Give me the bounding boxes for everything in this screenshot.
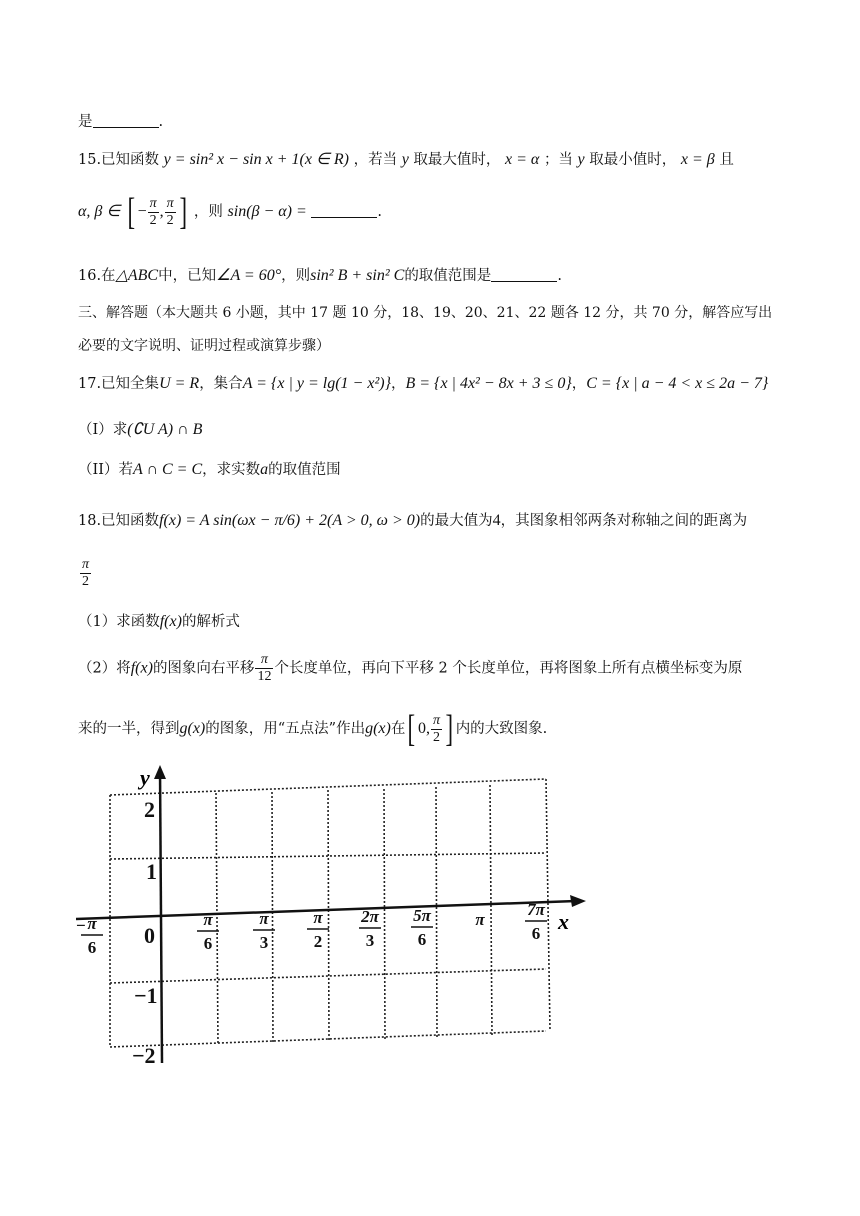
x-tick-denominator: 6 xyxy=(87,938,97,957)
q18-line xyxy=(78,511,747,531)
sin-beta-minus-alpha: sin(β − α) = xyxy=(227,203,307,220)
q18-text-b: 的最大值为 xyxy=(420,513,493,529)
q17-part2-label: （II）若 xyxy=(78,462,133,478)
x-tick-denominator: 3 xyxy=(259,933,269,952)
x-tick-numerator: 2π xyxy=(361,907,379,926)
q18-part3-b: 的图象，用“五点法”作出 xyxy=(205,721,366,737)
q18-part3-a: 来的一半，得到 xyxy=(78,721,180,737)
x-axis xyxy=(76,901,576,919)
frac-pi-12: $\frac{\pi}{12}$ xyxy=(257,652,272,684)
q15-function: y = sin² x − sin x + 1(x ∈ R) xyxy=(163,151,349,168)
x-tick-numerator: π xyxy=(87,914,97,933)
value-four: 4 xyxy=(492,512,501,529)
x-tick-2 xyxy=(253,909,275,952)
q16-text-b: 中，已知 xyxy=(158,268,217,284)
coordinate-grid xyxy=(76,765,586,1070)
q16-text-c: ，则 xyxy=(281,268,311,284)
answer-blank xyxy=(311,203,377,218)
x-tick-4 xyxy=(359,907,381,950)
q17-text-2c: 的取值范围 xyxy=(268,462,341,478)
x-tick-denominator: 6 xyxy=(203,934,213,953)
q18-part2-cont xyxy=(78,710,547,748)
answer-blank xyxy=(491,267,557,282)
q15-text-g: ，则 xyxy=(193,204,223,220)
f-definition: f(x) = A sin(ωx − π/6) + 2(A > 0, ω > 0) xyxy=(159,512,421,529)
q15-text-c: 取最大值时， xyxy=(413,152,501,168)
q18-label: 18.已知函数 xyxy=(78,513,160,529)
var-y-2: y xyxy=(577,151,585,168)
var-y: y xyxy=(401,151,409,168)
x-tick-numerator: π xyxy=(313,908,323,927)
x-tick-denominator: 2 xyxy=(313,932,323,951)
x-tick-denominator: 6 xyxy=(531,924,541,943)
f-of-x-2: f(x) xyxy=(130,659,153,677)
q18-part2-c: 个长度单位，再向下平移 2 个长度单位，再将图象上所有点横坐标变为原 xyxy=(274,660,743,677)
set-b: B = {x | 4x² − 8x + 3 ≤ 0} xyxy=(405,375,572,392)
q17-text-b: ，集合 xyxy=(199,376,243,392)
x-tick-7 xyxy=(525,900,547,943)
set-u: U = R xyxy=(159,375,200,392)
x-axis-arrow xyxy=(570,895,586,907)
section3-heading xyxy=(78,303,772,323)
answer-blank xyxy=(93,113,159,128)
q17-line: 17.已知全集U = R，集合A = {x | y = lg(1 − x²)}，B = {x | 4x² − 8x + 3 ≤ 0}，C = {x | a − 4 < x ≤ 2a − 7} xyxy=(78,375,769,392)
q18-part3-d: 内的大致图象. xyxy=(455,721,548,737)
q15-label: 15.已知函数 xyxy=(78,152,160,168)
q16-text-d: 的取值范围是 xyxy=(404,268,492,284)
y-axis-label: y xyxy=(140,765,150,790)
y-tick-neg1: −1 xyxy=(134,983,158,1008)
q18-part1-label: （1）求函数 xyxy=(78,614,160,630)
x-tick-numerator: π xyxy=(203,910,213,929)
y-axis-arrow xyxy=(154,765,166,779)
g-of-x-2: g(x) xyxy=(365,720,391,737)
q18-part2-b: 的图象向右平移 xyxy=(152,660,255,677)
q18-part3-c: 在 xyxy=(390,721,406,737)
y-tick-1: 1 xyxy=(146,859,157,884)
x-tick-numerator: π xyxy=(475,910,485,929)
set-c: C = {x | a − 4 < x ≤ 2a − 7} xyxy=(586,375,769,392)
q15-text-d: ；当 xyxy=(543,152,573,168)
frac-pi-over-2: $\frac{\pi}{2}$ xyxy=(82,557,90,589)
q15-text-f: 且 xyxy=(719,152,734,168)
q15-text-b: ，若当 xyxy=(353,152,398,168)
q18-part2-label: （2）将 xyxy=(78,660,131,677)
alpha-beta-in: α, β ∈ xyxy=(78,203,121,220)
y-tick-0: 0 xyxy=(144,923,155,948)
x-axis-label: x xyxy=(558,909,569,934)
x-tick-0 xyxy=(76,914,103,957)
q17-label: 17.已知全集 xyxy=(78,376,160,392)
intersect-expr: A ∩ C = C xyxy=(132,461,203,478)
frac-pi-2c: $\frac{\pi}{2}$ xyxy=(433,712,441,745)
q15-line2: α, β ∈ [ − $\frac{\pi}{2}$ , $\frac{\pi}{2}$ ] ，则 sin(β − α) = . xyxy=(78,191,383,233)
sin-sum: sin² B + sin² C xyxy=(310,267,405,284)
complement-expr: (∁U A) ∩ B xyxy=(127,421,203,438)
q17-text-2b: ，求实数 xyxy=(202,462,261,478)
section3-heading-2 xyxy=(78,336,330,356)
frac-pi-2b: $\frac{\pi}{2}$ xyxy=(166,195,174,228)
x-tick-numerator: 7π xyxy=(527,900,545,919)
y-tick-2: 2 xyxy=(144,797,155,822)
x-tick-denominator: 3 xyxy=(365,931,375,950)
x-alpha: x = α xyxy=(505,151,540,168)
q14-tail-text: 是 xyxy=(78,114,93,130)
x-tick-numerator: π xyxy=(259,909,269,928)
q17-part1-label: （I）求 xyxy=(78,422,128,438)
f-of-x: f(x) xyxy=(159,613,182,630)
q16-label: 16.在 xyxy=(78,268,116,284)
x-tick-6 xyxy=(475,910,485,929)
q17-part2 xyxy=(78,460,341,480)
angle-a: ∠A = 60° xyxy=(216,267,282,284)
x-tick-minus: − xyxy=(76,916,86,935)
q17-part1 xyxy=(78,420,202,440)
y-tick-neg2: −2 xyxy=(132,1043,156,1068)
g-of-x: g(x) xyxy=(179,720,206,737)
q15-line1 xyxy=(78,150,734,170)
x-tick-denominator: 6 xyxy=(417,930,427,949)
q15-text-e: 取最小值时， xyxy=(589,152,677,168)
bracket-left: [ xyxy=(127,191,136,233)
x-tick-numerator: 5π xyxy=(413,906,431,925)
var-a: a xyxy=(260,461,269,478)
x-beta: x = β xyxy=(680,151,715,168)
x-tick-3 xyxy=(307,908,329,951)
q14-tail: 是 . xyxy=(78,114,164,130)
x-tick-1 xyxy=(197,910,219,953)
q18-part1 xyxy=(78,612,240,632)
bracket-right: ] xyxy=(179,191,187,233)
q18-part2 xyxy=(78,652,742,685)
triangle-abc: △ABC xyxy=(115,267,159,284)
frac-pi-2a: $\frac{\pi}{2}$ xyxy=(149,195,157,228)
y-tick-labels xyxy=(132,797,158,1068)
section3-line2: 必要的文字说明、证明过程或演算步骤） xyxy=(78,338,330,354)
section3-line1: 三、解答题（本大题共 6 小题，其中 17 题 10 分，18、19、20、21、22 题各 12 分，共 70 分，解答应写出 xyxy=(78,305,773,321)
q18-distance xyxy=(79,557,92,590)
q16-line: 16.在△ABC中，已知∠A = 60°，则sin² B + sin² C的取值范围是 . xyxy=(78,267,562,284)
zero-comma: 0, xyxy=(418,720,431,737)
set-a: A = {x | y = lg(1 − x²)} xyxy=(242,375,391,392)
bracket-left-2: [ xyxy=(407,708,416,750)
bracket-right-2: ] xyxy=(445,708,454,750)
x-tick-5 xyxy=(411,906,433,949)
y-axis xyxy=(160,769,162,1063)
q18-text-c: ，其图象相邻两条对称轴之间的距离为 xyxy=(500,513,748,529)
q18-part1-text: 的解析式 xyxy=(181,614,240,630)
